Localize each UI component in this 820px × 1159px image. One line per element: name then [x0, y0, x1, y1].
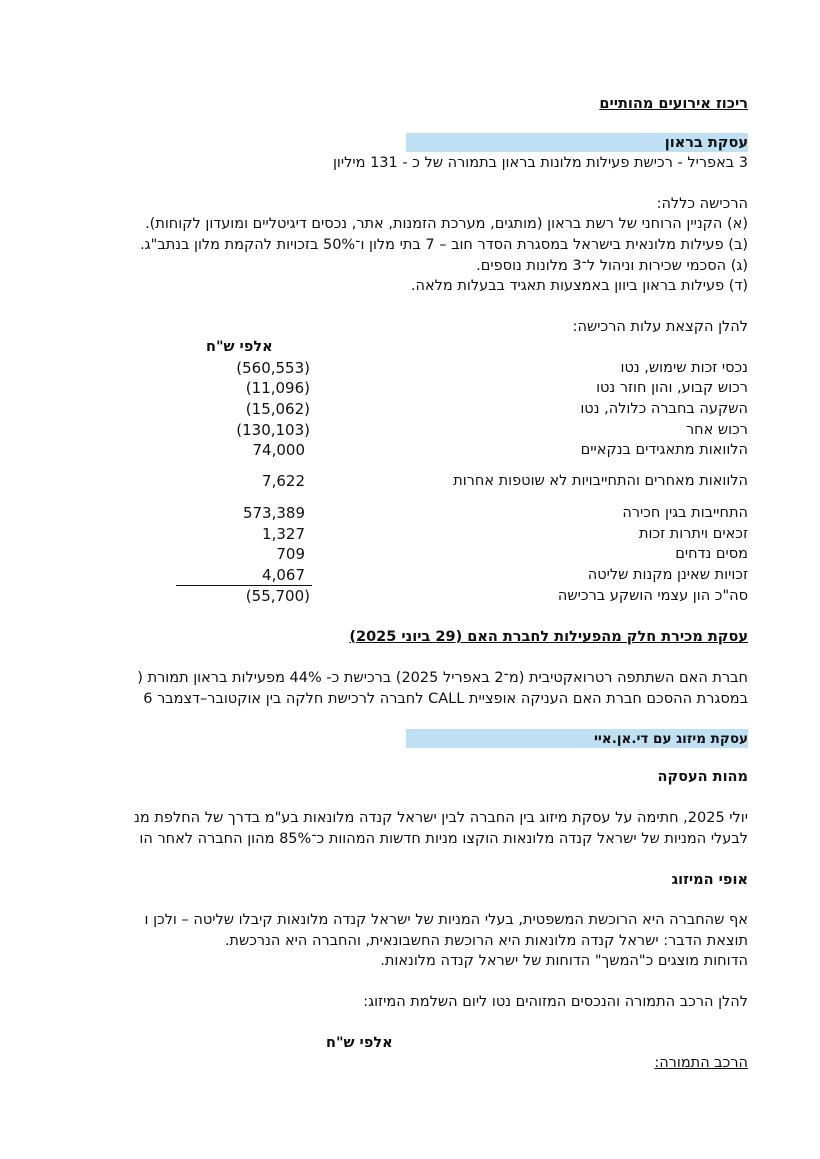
braun-item-a: (א) הקניין הרוחני של רשת בראון (מותגים, מערכת הזמנות, אתר, נכסים דיגיטליים ומועדון לקוחות).	[145, 216, 748, 232]
partial-sale-line-2: במסגרת ההסכם חברת האם העניקה אופציית CALL לחברה לרכישת חלקה בין אוקטובר–דצמבר 6	[143, 691, 748, 707]
method-line-1: אף שהחברה היא הרוכשת המשפטית, בעלי המניות של ישראל קנדה מלונאות קיבלו שליטה – ולכן ו	[144, 912, 748, 928]
allocation-row-label: נכסי זכות שימוש, נטו	[620, 360, 748, 376]
allocation-row-label: מסים נדחים	[675, 546, 748, 562]
braun-includes-label: הרכישה כללה:	[656, 196, 748, 212]
allocation-total-label: סה"כ הון עצמי הושקע ברכישה	[557, 588, 748, 604]
allocation-row-label: רכוש אחר	[685, 422, 748, 438]
allocation-currency-header: אלפי ש"ח	[206, 339, 273, 355]
method-line-2: תוצאת הדבר: ישראל קנדה מלונאות היא הרוכשת החשבונאית, והחברה היא הנרכשת.	[224, 933, 748, 949]
allocation-row-value: (11,096)	[245, 379, 310, 397]
nature-line-2: לבעלי המניות של ישראל קנדה מלונאות הוקצו מניות חדשות המהוות כ־85% מהון החברה לאחר הו	[139, 831, 748, 847]
allocation-row-value: 4,067	[262, 566, 305, 584]
braun-item-d: (ד) פעילות בראון ביוון באמצעות תאגיד בבעלות מלאה.	[410, 278, 748, 294]
composition-intro: להלן הרכב התמורה והנכסים המזוהים נטו ליום השלמת המיזוג:	[363, 994, 748, 1010]
braun-subtitle: 3 באפריל - רכישת פעילות מלונות בראון בתמורה של כ - 131 מיליון	[332, 155, 748, 171]
allocation-label: להלן הקצאת עלות הרכישה:	[572, 319, 748, 335]
consideration-label: הרכב התמורה:	[654, 1055, 748, 1071]
allocation-row-label: הלוואות מתאגידים בנקאיים	[580, 442, 748, 458]
allocation-row-label: הלוואות מאחרים והתחייבויות לא שוטפות אחרות	[453, 473, 748, 489]
allocation-row-value: 573,389	[242, 504, 305, 522]
summary-title: ריכוז אירועים מהותיים	[599, 96, 748, 112]
partial-sale-heading: עסקת מכירת חלק מהפעילות לחברת האם (29 ביוני 2025)	[349, 629, 748, 645]
braun-heading: עסקת בראון	[664, 135, 748, 151]
allocation-row-label: רכוש קבוע, והון חוזר נטו	[596, 380, 748, 396]
allocation-row-value: (130,103)	[236, 421, 310, 439]
method-heading: אופי המיזוג	[671, 872, 748, 888]
method-line-3: הדוחות מוצגים כ"המשך" הדוחות של ישראל קנדה מלונאות.	[380, 953, 748, 969]
allocation-row-value: 74,000	[252, 441, 305, 459]
allocation-row-label: זכויות שאינן מקנות שליטה	[587, 567, 748, 583]
allocation-row-value: 709	[276, 545, 305, 563]
allocation-row-value: (560,553)	[236, 359, 310, 377]
allocation-row-value: 1,327	[262, 525, 305, 543]
braun-item-c: (ג) הסכמי שכירות וניהול ל־3 מלונות נוספים.	[476, 258, 748, 274]
nature-heading: מהות העסקה	[657, 769, 748, 785]
allocation-row-label: השקעה בחברה כלולה, נטו	[580, 401, 748, 417]
braun-item-b: (ב) פעילות מלונאית בישראל במסגרת הסדר חוב – 7 בתי מלון ו־50% בזכויות להקמת מלון בנתב"ג.	[140, 237, 748, 253]
allocation-row-value: 7,622	[262, 472, 305, 490]
allocation-row-value: (15,062)	[245, 400, 310, 418]
partial-sale-line-1: חברת האם השתתפה רטרואקטיבית (מ־2 באפריל 2025) ברכישת כ- 44% מפעילות בראון תמורת (	[137, 670, 748, 686]
composition-currency-header: אלפי ש"ח	[326, 1035, 393, 1051]
nature-line-1: יולי 2025, חתימה על עסקת מיזוג בין החברה לבין ישראל קנדה מלונאות בע"מ בדרך של החלפת מנ	[134, 810, 748, 826]
allocation-row-label: התחייבות בגין חכירה	[622, 505, 748, 521]
allocation-row-label: זכאים ויתרות זכות	[638, 526, 748, 542]
dnai-heading: עסקת מיזוג עם די.אן.איי	[593, 731, 748, 747]
allocation-total-value: (55,700)	[245, 587, 310, 605]
